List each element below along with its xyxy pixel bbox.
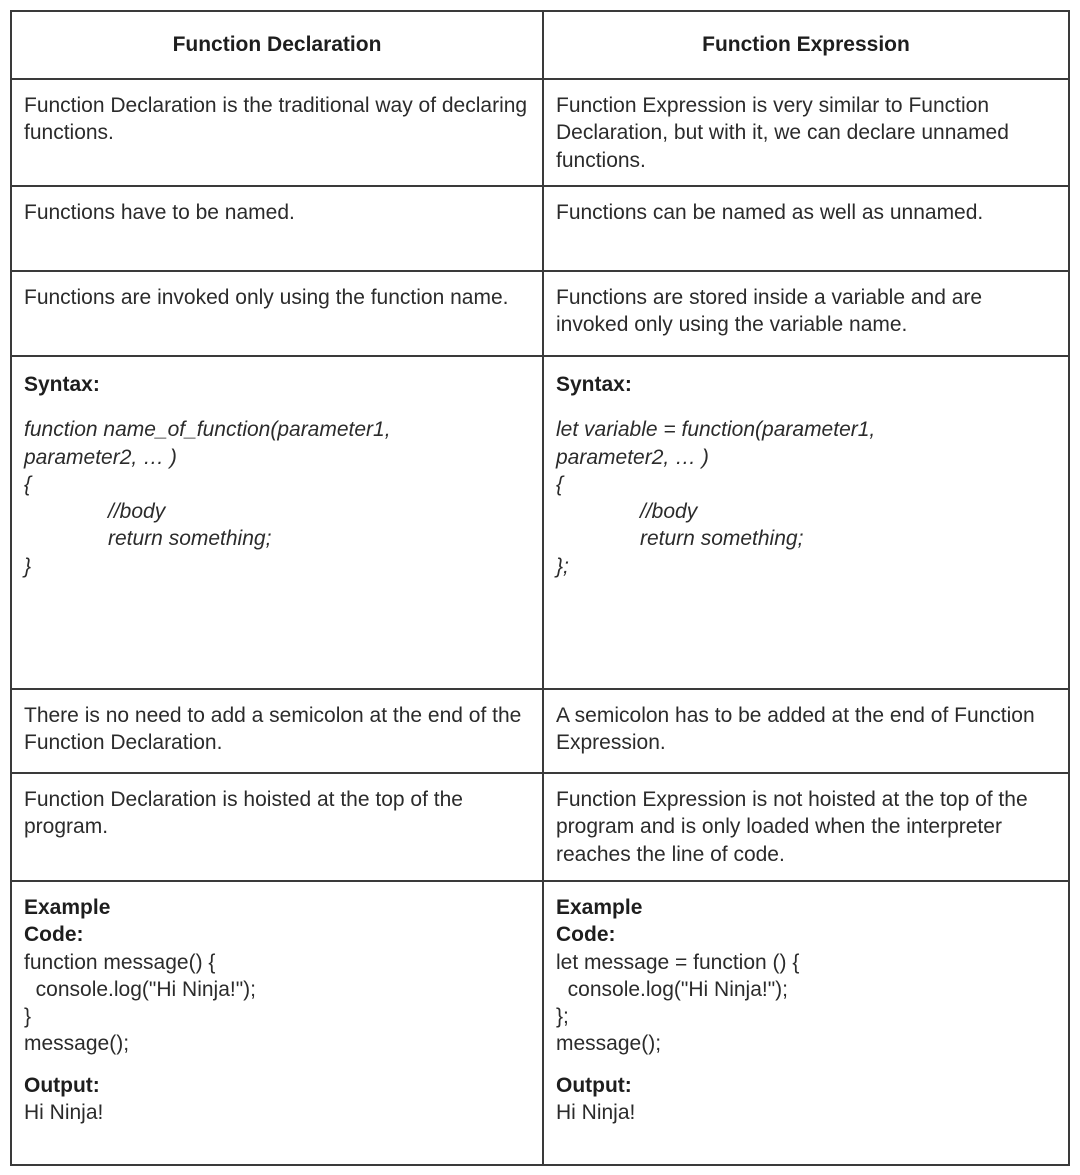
header-function-expression: Function Expression [543, 11, 1069, 79]
code-line: console.log("Hi Ninja!"); [24, 977, 256, 1001]
cell-declaration-naming: Functions have to be named. [11, 186, 543, 271]
cell-declaration-semicolon: There is no need to add a semicolon at the end of the Function Declaration. [11, 689, 543, 773]
output-label: Output: [24, 1073, 100, 1097]
code-label: Code: [556, 923, 616, 947]
cell-expression-example [543, 881, 1069, 1165]
code-line: message(); [24, 1032, 130, 1056]
syntax-close-brace: } [24, 554, 32, 578]
syntax-line: parameter2, … ) [24, 445, 177, 469]
cell-declaration-invocation: Functions are invoked only using the function name. [11, 271, 543, 356]
code-label: Code: [24, 923, 84, 947]
syntax-open-brace: { [556, 472, 564, 496]
cell-declaration-definition: Function Declaration is the traditional way of declaring functions. [11, 79, 543, 186]
syntax-label: Syntax: [556, 373, 632, 396]
code-line: console.log("Hi Ninja!"); [556, 977, 788, 1001]
output-value: Hi Ninja! [24, 1101, 104, 1125]
output-value: Hi Ninja! [556, 1101, 636, 1125]
cell-declaration-syntax [11, 356, 543, 689]
example-row [11, 881, 1069, 1165]
code-line: let message = function () { [556, 950, 800, 974]
cell-declaration-example [11, 881, 543, 1165]
table-row [11, 271, 1069, 356]
cell-expression-hoisting: Function Expression is not hoisted at the top of the program and is only loaded when the interpreter reaches the line of code. [543, 773, 1069, 881]
cell-expression-definition: Function Expression is very similar to Function Declaration, but with it, we can declare unnamed functions. [543, 79, 1069, 186]
example-label: Example [556, 896, 643, 919]
table-row [11, 186, 1069, 271]
comparison-table [10, 10, 1070, 1166]
cell-expression-semicolon: A semicolon has to be added at the end of Function Expression. [543, 689, 1069, 773]
cell-expression-syntax [543, 356, 1069, 689]
cell-expression-invocation: Functions are stored inside a variable and are invoked only using the variable name. [543, 271, 1069, 356]
cell-declaration-hoisting: Function Declaration is hoisted at the top of the program. [11, 773, 543, 881]
example-label: Example [24, 896, 111, 919]
syntax-label: Syntax: [24, 373, 100, 396]
cell-expression-naming: Functions can be named as well as unnamed. [543, 186, 1069, 271]
syntax-open-brace: { [24, 472, 32, 496]
syntax-return: return something; [108, 527, 272, 551]
syntax-row [11, 356, 1069, 689]
header-function-declaration: Function Declaration [11, 11, 543, 79]
syntax-close-brace: }; [556, 554, 569, 578]
table-row [11, 689, 1069, 773]
syntax-body-comment: //body [640, 500, 698, 524]
code-line: function message() { [24, 950, 216, 974]
header-row [11, 11, 1069, 79]
table-row [11, 773, 1069, 881]
code-line: } [24, 1005, 32, 1029]
syntax-return: return something; [640, 527, 804, 551]
syntax-line: function name_of_function(parameter1, [24, 418, 391, 442]
code-line: }; [556, 1005, 569, 1029]
table-row [11, 79, 1069, 186]
syntax-line: parameter2, … ) [556, 445, 709, 469]
syntax-line: let variable = function(parameter1, [556, 418, 876, 442]
code-line: message(); [556, 1032, 662, 1056]
output-label: Output: [556, 1073, 632, 1097]
syntax-body-comment: //body [108, 500, 166, 524]
